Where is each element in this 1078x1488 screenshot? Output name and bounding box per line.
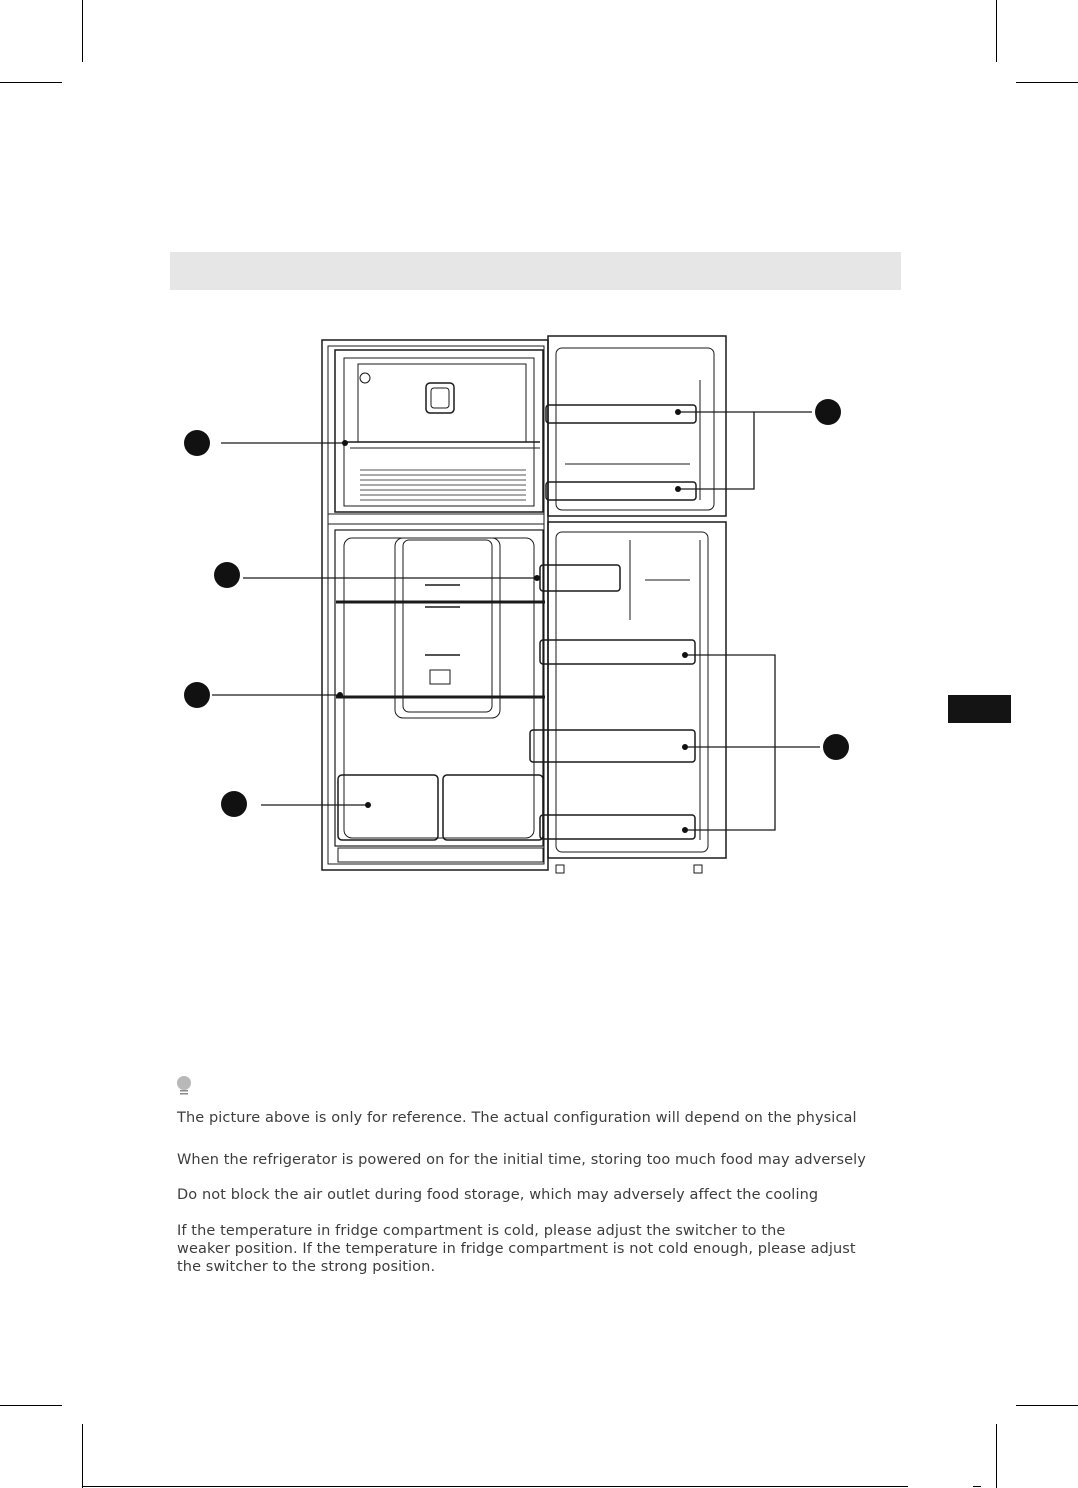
callout-marker (221, 791, 247, 817)
callout-marker (214, 562, 240, 588)
lightbulb-icon (176, 1075, 192, 1097)
crop-mark (1016, 1405, 1078, 1406)
note-paragraph: The picture above is only for reference. The actual configuration will depend on the physical (177, 1110, 857, 1126)
crop-mark (82, 1424, 83, 1488)
note-paragraph (177, 1222, 907, 1276)
crop-mark (82, 0, 83, 62)
crop-mark (996, 1424, 997, 1488)
note-paragraph: Do not block the air outlet during food storage, which may adversely affect the cooling (177, 1187, 819, 1203)
note-line: weaker position. If the temperature in fridge compartment is not cold enough, please adjust (177, 1241, 856, 1257)
callout-marker (184, 430, 210, 456)
crop-mark (0, 82, 62, 83)
crop-mark (996, 0, 997, 62)
section-header-band (170, 252, 901, 290)
crop-mark (1016, 82, 1078, 83)
bottom-rule (82, 1486, 908, 1487)
callout-marker (815, 399, 841, 425)
note-line: If the temperature in fridge compartment is cold, please adjust the switcher to the (177, 1223, 786, 1239)
callout-marker (823, 734, 849, 760)
callout-marker (184, 682, 210, 708)
crop-mark (973, 1486, 981, 1487)
note-line: the switcher to the strong position. (177, 1259, 436, 1275)
crop-mark (0, 1405, 62, 1406)
language-side-tab (948, 695, 1011, 723)
note-paragraph: When the refrigerator is powered on for the initial time, storing too much food may adversely (177, 1152, 866, 1168)
